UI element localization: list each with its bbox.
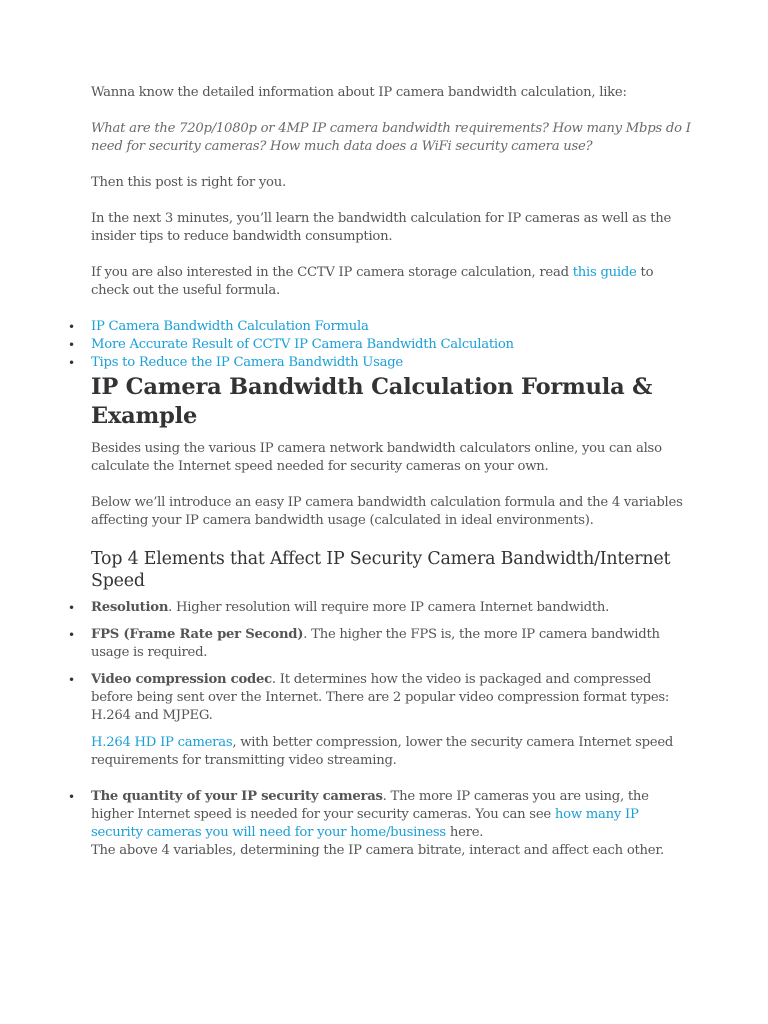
bullet-icon: • — [68, 790, 75, 804]
article-body — [68, 84, 691, 860]
bullet-icon: • — [68, 673, 75, 687]
bullet-icon: • — [68, 628, 75, 642]
calculators-paragraph: Besides using the various IP camera network bandwidth calculators online, you can also calculate the Internet speed needed for security cameras on your own. — [91, 441, 662, 474]
bullet-icon: • — [68, 338, 75, 352]
toc-link-tips[interactable]: Tips to Reduce the IP Camera Bandwidth Usage — [91, 355, 403, 370]
variables-conclusion: The above 4 variables, determining the IP camera bitrate, interact and affect each other. — [91, 843, 664, 858]
storage-guide-link[interactable]: this guide — [572, 265, 637, 280]
fps-text: . The higher the FPS is, the more IP camera bandwidth usage is required. — [91, 627, 660, 660]
how-many-cameras-link[interactable]: how many IP security cameras you will need for your home/business — [91, 807, 639, 840]
toc-link-accurate-result[interactable]: More Accurate Result of CCTV IP Camera Bandwidth Calculation — [91, 337, 514, 352]
bullet-icon: • — [68, 320, 75, 334]
intro-paragraph: Wanna know the detailed information about IP camera bandwidth calculation, like: — [91, 85, 627, 100]
elements-list — [68, 599, 691, 860]
section-heading-formula: IP Camera Bandwidth Calculation Formula & Example — [91, 374, 653, 429]
quantity-after-text: here. — [445, 825, 484, 840]
resolution-label: Resolution — [91, 600, 169, 615]
formula-intro-paragraph: Below we’ll introduce an easy IP camera bandwidth calculation formula and the 4 variables affecting your IP camera bandwidth usage (calculated in ideal environments). — [91, 495, 683, 528]
toc-item — [68, 336, 691, 354]
toc-item — [68, 318, 691, 336]
toc-item — [68, 354, 691, 372]
storage-text-after: to check out the useful formula. — [91, 265, 654, 298]
list-item — [68, 626, 691, 662]
codec-text: . It determines how the video is packaged and compressed before being sent over the Internet. There are 2 popular video compression format types: H.264 and MJPEG. — [91, 672, 670, 723]
codec-label: Video compression codec — [91, 672, 272, 687]
quantity-label: The quantity of your IP security cameras — [91, 789, 383, 804]
h264-text: , with better compression, lower the security camera Internet speed requirements for transmitting video streaming. — [91, 735, 674, 768]
next-minutes-text: In the next 3 minutes, you’ll learn the bandwidth calculation for IP cameras as well as the insider tips to reduce bandwidth consumption. — [91, 211, 672, 244]
table-of-contents — [68, 318, 691, 372]
list-item — [68, 671, 691, 770]
bullet-icon: • — [68, 356, 75, 370]
resolution-text: . Higher resolution will require more IP camera Internet bandwidth. — [168, 600, 610, 615]
section-heading-elements: Top 4 Elements that Affect IP Security Camera Bandwidth/Internet Speed — [91, 549, 671, 591]
intro-questions: What are the 720p/1080p or 4MP IP camera bandwidth requirements? How many Mbps do I need for security cameras? How much data does a WiFi security camera use? — [91, 121, 691, 154]
right-for-you-text: Then this post is right for you. — [91, 175, 286, 190]
toc-link-formula[interactable]: IP Camera Bandwidth Calculation Formula — [91, 319, 369, 334]
quantity-text: . The more IP cameras you are using, the higher Internet speed is needed for your security cameras. You can see — [91, 789, 649, 822]
list-item — [68, 788, 691, 860]
list-item — [68, 599, 691, 617]
storage-text-before: If you are also interested in the CCTV IP camera storage calculation, read — [91, 265, 573, 280]
storage-guide-paragraph — [91, 264, 691, 300]
h264-cameras-link[interactable]: H.264 HD IP cameras — [91, 735, 233, 750]
bullet-icon: • — [68, 601, 75, 615]
fps-label: FPS (Frame Rate per Second) — [91, 627, 304, 642]
h264-paragraph — [91, 734, 691, 770]
